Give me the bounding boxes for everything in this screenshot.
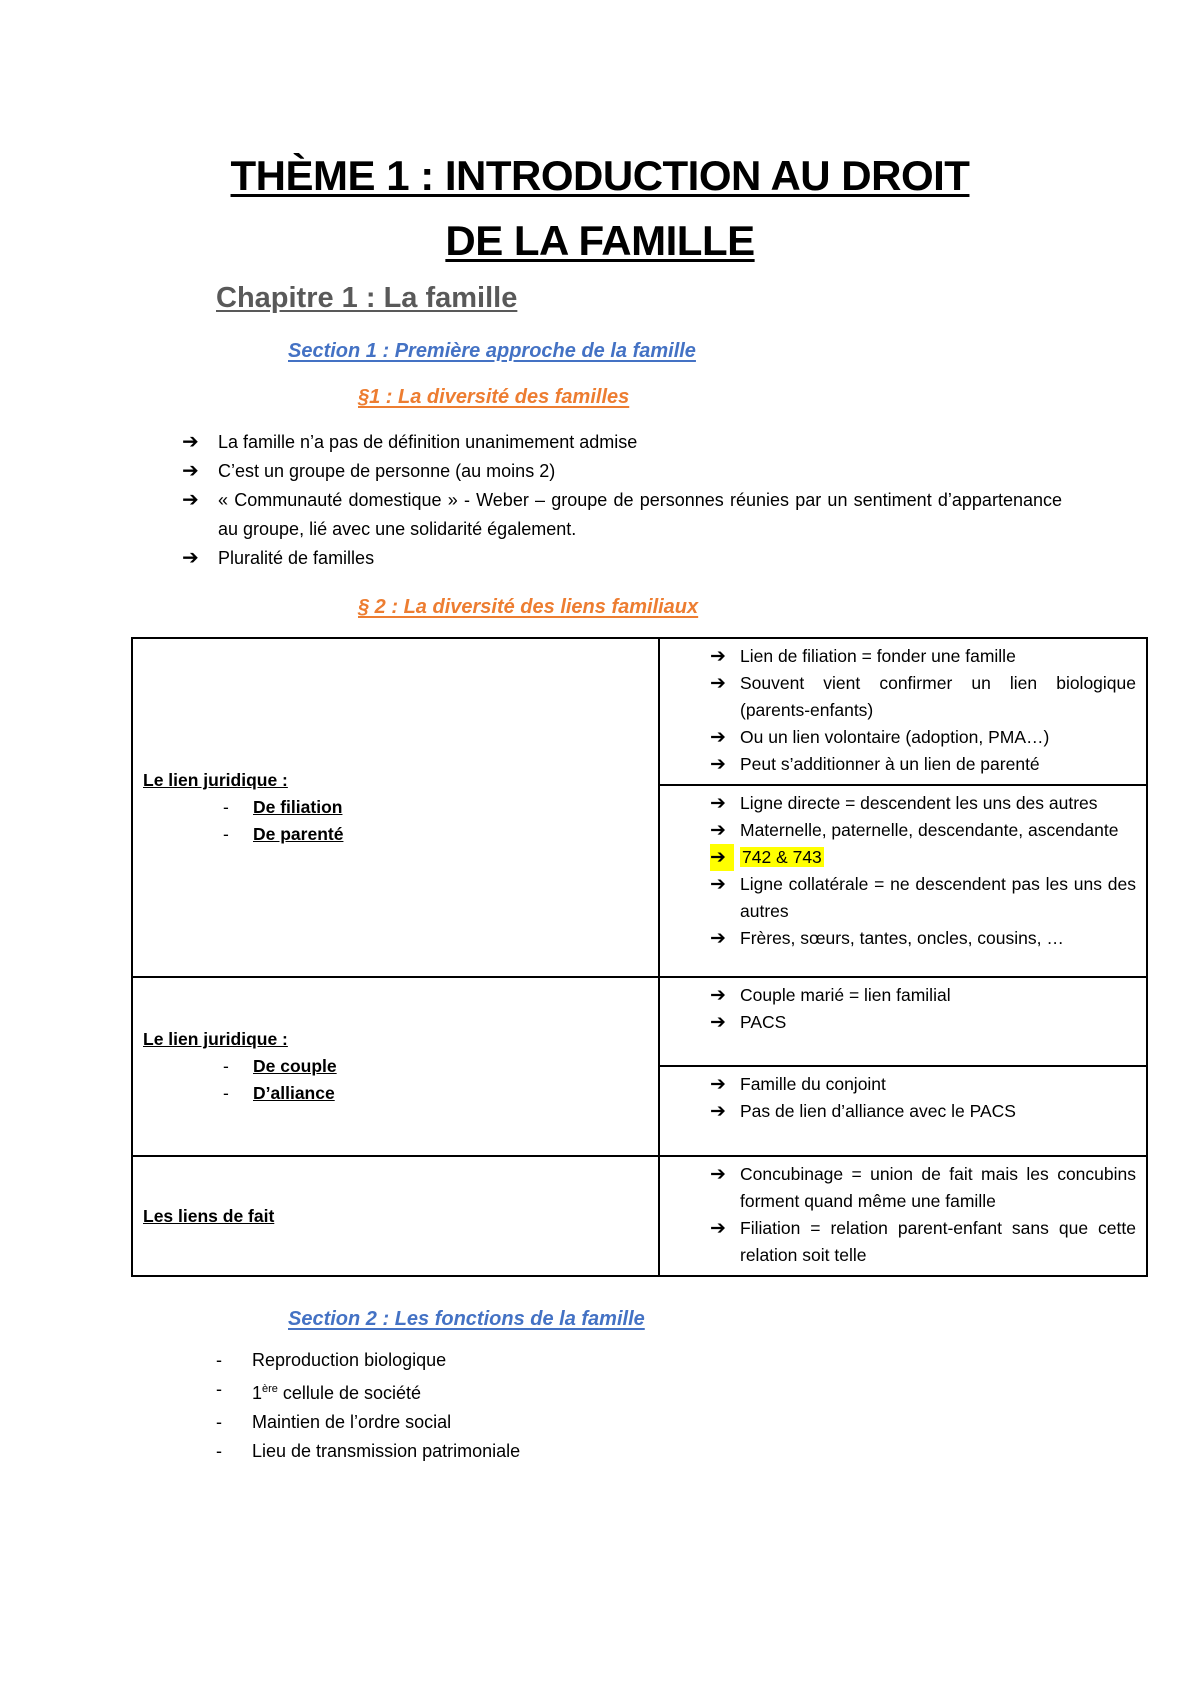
row-heading: Le lien juridique : — [143, 770, 288, 790]
list-item: ➔ Frères, sœurs, tantes, oncles, cousins, … — [710, 925, 1136, 952]
filiation-details-cell — [659, 638, 1147, 785]
paragraph-1-heading: §1 : La diversité des familles — [358, 386, 630, 408]
couple-details-cell — [659, 977, 1147, 1066]
parentage-details-cell — [659, 785, 1147, 977]
diversity-bullet-list — [182, 428, 1062, 573]
arrow-icon: ➔ — [710, 793, 726, 814]
arrow-icon: ➔ — [710, 727, 726, 748]
table-row — [132, 977, 1147, 1066]
highlighted-articles: 742 & 743 — [742, 847, 822, 867]
list-item: ➔ Concubinage = union de fait mais les concubins forment quand même une famille — [710, 1161, 1136, 1215]
list-item: ➔ Peut s’additionner à un lien de parenté — [710, 751, 1136, 778]
table-row — [132, 638, 1147, 785]
arrow-icon: ➔ — [710, 820, 726, 841]
table-row — [132, 1156, 1147, 1276]
list-item: ➔ Filiation = relation parent-enfant sans que cette relation soit telle — [710, 1215, 1136, 1269]
list-item: - De couple — [223, 1056, 337, 1076]
alliance-details-cell — [659, 1066, 1147, 1156]
list-item: ➔ Couple marié = lien familial — [710, 982, 1136, 1009]
list-item — [710, 844, 1136, 871]
arrow-icon: ➔ — [710, 874, 726, 895]
list-item: ➔ Maternelle, paternelle, descendante, ascendante — [710, 817, 1136, 844]
arrow-icon: ➔ — [710, 1012, 726, 1033]
legal-link-couple-cell — [132, 977, 659, 1156]
list-item: ➔ Souvent vient confirmer un lien biologique (parents-enfants) — [710, 670, 1136, 724]
arrow-icon: ➔ — [182, 489, 199, 511]
de-facto-details-cell — [659, 1156, 1147, 1276]
family-links-table — [131, 637, 1148, 1277]
de-facto-links-cell — [132, 1156, 659, 1276]
document-title-line-2: DE LA FAMILLE — [445, 217, 755, 264]
list-item: ➔ La famille n’a pas de définition unanimement admise — [182, 428, 1062, 457]
list-item: - De parenté — [223, 824, 344, 844]
row-heading: Les liens de fait — [143, 1205, 275, 1226]
arrow-icon: ➔ — [710, 673, 726, 694]
section-1-heading: Section 1 : Première approche de la famille — [288, 340, 696, 362]
list-item: - 1ère cellule de société — [216, 1379, 422, 1403]
list-item: - Reproduction biologique — [216, 1350, 447, 1370]
list-item: ➔ « Communauté domestique » - Weber – groupe de personnes réunies par un sentiment d’appartenance au groupe, lié avec une solidarité également. — [182, 486, 1062, 544]
list-item: ➔ Famille du conjoint — [710, 1071, 1136, 1098]
arrow-icon: ➔ — [710, 754, 726, 775]
arrow-icon: ➔ — [710, 928, 726, 949]
arrow-icon: ➔ — [710, 646, 726, 667]
arrow-icon: ➔ — [710, 844, 734, 871]
list-item: ➔ Ligne collatérale = ne descendent pas les uns des autres — [710, 871, 1136, 925]
list-item: - D’alliance — [223, 1083, 335, 1103]
list-item: - Lieu de transmission patrimoniale — [216, 1441, 521, 1461]
arrow-icon: ➔ — [710, 1218, 726, 1239]
arrow-icon: ➔ — [710, 1101, 726, 1122]
arrow-icon: ➔ — [710, 1074, 726, 1095]
paragraph-2-heading: § 2 : La diversité des liens familiaux — [358, 596, 699, 618]
list-item: ➔ C’est un groupe de personne (au moins 2) — [182, 457, 1062, 486]
arrow-icon: ➔ — [182, 431, 199, 453]
list-item: ➔ Ligne directe = descendent les uns des autres — [710, 790, 1136, 817]
arrow-icon: ➔ — [182, 460, 199, 482]
list-item: - De filiation — [223, 797, 343, 817]
document-title-line-1: THÈME 1 : INTRODUCTION AU DROIT — [230, 152, 970, 199]
arrow-icon: ➔ — [710, 1164, 726, 1185]
list-item: ➔ Ou un lien volontaire (adoption, PMA…) — [710, 724, 1136, 751]
list-item: ➔ PACS — [710, 1009, 1136, 1036]
list-item: ➔ Pluralité de familles — [182, 544, 1062, 573]
row-heading: Le lien juridique : — [143, 1029, 288, 1049]
list-item: ➔ Lien de filiation = fonder une famille — [710, 643, 1136, 670]
arrow-icon: ➔ — [710, 985, 726, 1006]
section-2-heading: Section 2 : Les fonctions de la famille — [288, 1308, 645, 1330]
list-item: - Maintien de l’ordre social — [216, 1412, 452, 1432]
list-item: ➔ Pas de lien d’alliance avec le PACS — [710, 1098, 1136, 1125]
functions-list — [216, 1346, 520, 1466]
arrow-icon: ➔ — [182, 547, 199, 569]
chapter-heading: Chapitre 1 : La famille — [216, 282, 518, 314]
legal-link-filiation-cell — [132, 638, 659, 977]
